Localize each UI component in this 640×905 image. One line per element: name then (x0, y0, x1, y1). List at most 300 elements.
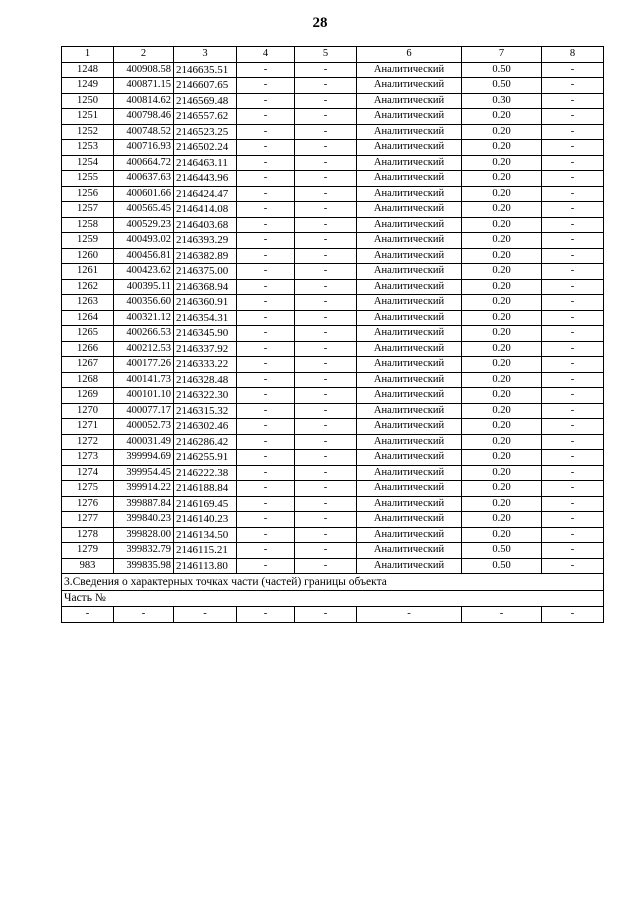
table-cell: - (174, 607, 237, 623)
table-cell: - (237, 279, 295, 295)
table-cell: 1265 (62, 326, 114, 342)
table-cell: 1273 (62, 450, 114, 466)
table-cell: 2146375.00 (174, 264, 237, 280)
table-cell: 400748.52 (114, 124, 174, 140)
table-cell: 2146502.24 (174, 140, 237, 156)
table-cell: - (295, 264, 357, 280)
table-cell: Аналитический (357, 217, 462, 233)
table-cell: 1248 (62, 62, 114, 78)
table-cell: 4 (237, 47, 295, 63)
table-cell: 400031.49 (114, 434, 174, 450)
table-cell: - (237, 481, 295, 497)
table-cell: - (542, 155, 604, 171)
table-cell: 399914.22 (114, 481, 174, 497)
table-cell: 2146607.65 (174, 78, 237, 94)
table-row (62, 264, 604, 280)
table-cell: - (295, 202, 357, 218)
table-cell: 2146315.32 (174, 403, 237, 419)
table-row (62, 450, 604, 466)
table-cell: - (542, 496, 604, 512)
table-cell: 2146328.48 (174, 372, 237, 388)
table-row (62, 310, 604, 326)
table-row (62, 372, 604, 388)
table-cell: 2146368.94 (174, 279, 237, 295)
table-cell: 0.20 (462, 279, 542, 295)
table-cell: 0.20 (462, 527, 542, 543)
table-row (62, 419, 604, 435)
table-cell: - (237, 607, 295, 623)
table-cell: 1261 (62, 264, 114, 280)
table-header-row (62, 47, 604, 63)
table-cell: - (237, 124, 295, 140)
table-cell: 0.20 (462, 434, 542, 450)
table-cell: - (542, 109, 604, 125)
table-row (62, 512, 604, 528)
table-cell: 6 (357, 47, 462, 63)
table-cell: - (237, 140, 295, 156)
table-cell: Аналитический (357, 93, 462, 109)
table-cell: 0.20 (462, 155, 542, 171)
table-cell: - (542, 388, 604, 404)
table-cell: - (237, 217, 295, 233)
page-number: 28 (312, 15, 328, 31)
table-cell: 2146354.31 (174, 310, 237, 326)
table-cell: 2146222.38 (174, 465, 237, 481)
table-row (62, 558, 604, 574)
table-cell: - (542, 341, 604, 357)
table-cell: 400395.11 (114, 279, 174, 295)
table-cell: 400423.62 (114, 264, 174, 280)
table-cell: - (237, 512, 295, 528)
table-cell: - (542, 527, 604, 543)
table-cell: 0.20 (462, 419, 542, 435)
table-cell: 2146140.23 (174, 512, 237, 528)
table-cell: 2146333.22 (174, 357, 237, 373)
table-cell: - (542, 543, 604, 559)
table-cell: - (542, 295, 604, 311)
table-cell: 399840.23 (114, 512, 174, 528)
table-cell: 1278 (62, 527, 114, 543)
table-cell: 0.20 (462, 233, 542, 249)
table-cell: - (295, 248, 357, 264)
table-cell: 399954.45 (114, 465, 174, 481)
table-cell: 1263 (62, 295, 114, 311)
table-cell: - (295, 465, 357, 481)
table-cell: 0.20 (462, 140, 542, 156)
section-title: 3.Сведения о характерных точках части (частей) границы объекта (62, 574, 604, 591)
table-cell: 400141.73 (114, 372, 174, 388)
table-cell: 2146403.68 (174, 217, 237, 233)
table-cell: - (542, 248, 604, 264)
table-cell: 1274 (62, 465, 114, 481)
table-cell: - (295, 62, 357, 78)
table-cell: - (295, 140, 357, 156)
table-cell: 400529.23 (114, 217, 174, 233)
table-cell: 3 (174, 47, 237, 63)
table-cell: 1262 (62, 279, 114, 295)
table-cell: 2146443.96 (174, 171, 237, 187)
table-cell: - (542, 186, 604, 202)
table-cell: - (295, 233, 357, 249)
table-cell: Аналитический (357, 341, 462, 357)
table-cell: Аналитический (357, 465, 462, 481)
table-cell: 1279 (62, 543, 114, 559)
table-cell: 1275 (62, 481, 114, 497)
table-cell: 400637.63 (114, 171, 174, 187)
table-cell: 400052.73 (114, 419, 174, 435)
table-cell: 399835.98 (114, 558, 174, 574)
table-cell: 2146115.21 (174, 543, 237, 559)
table-cell: 1250 (62, 93, 114, 109)
table-cell: 7 (462, 47, 542, 63)
section-title-row (62, 574, 604, 591)
table-cell: - (295, 372, 357, 388)
table-cell: - (542, 233, 604, 249)
table-cell: 1270 (62, 403, 114, 419)
table-cell: Аналитический (357, 62, 462, 78)
table-row (62, 109, 604, 125)
table-cell: - (295, 357, 357, 373)
table-cell: 1 (62, 47, 114, 63)
table-cell: 399832.79 (114, 543, 174, 559)
table-cell: - (237, 403, 295, 419)
table-cell: Аналитический (357, 496, 462, 512)
table-cell: - (542, 465, 604, 481)
table-cell: Аналитический (357, 357, 462, 373)
table-cell: 2146169.45 (174, 496, 237, 512)
table-cell: - (237, 419, 295, 435)
table-row (62, 186, 604, 202)
table-cell: 2146424.47 (174, 186, 237, 202)
table-cell: Аналитический (357, 279, 462, 295)
table-cell: 400212.53 (114, 341, 174, 357)
table-cell: Аналитический (357, 171, 462, 187)
table-row (62, 295, 604, 311)
table-cell: - (237, 527, 295, 543)
table-cell: - (237, 78, 295, 94)
table-cell: Аналитический (357, 543, 462, 559)
table-cell: 0.50 (462, 558, 542, 574)
table-cell: 400077.17 (114, 403, 174, 419)
table-cell: 2146255.91 (174, 450, 237, 466)
table-cell: - (295, 217, 357, 233)
table-cell: 2146557.62 (174, 109, 237, 125)
table-cell: 0.50 (462, 78, 542, 94)
table-cell: - (237, 558, 295, 574)
table-cell: 1276 (62, 496, 114, 512)
table-cell: - (237, 62, 295, 78)
table-cell: Аналитический (357, 372, 462, 388)
table-cell: - (542, 481, 604, 497)
table-row (62, 403, 604, 419)
table-cell: 0.20 (462, 202, 542, 218)
table-cell: 2146463.11 (174, 155, 237, 171)
table-cell: 0.20 (462, 109, 542, 125)
table-cell: 1249 (62, 78, 114, 94)
table-cell: 0.20 (462, 310, 542, 326)
table-cell: - (542, 558, 604, 574)
table-row (62, 357, 604, 373)
table-cell: - (295, 496, 357, 512)
part-label: Часть № (62, 590, 604, 607)
table-cell: 2146302.46 (174, 419, 237, 435)
table-cell: 1259 (62, 233, 114, 249)
table-row (62, 326, 604, 342)
table-cell: Аналитический (357, 124, 462, 140)
table-cell: - (542, 607, 604, 623)
table-row (62, 171, 604, 187)
table-cell: Аналитический (357, 295, 462, 311)
table-cell: Аналитический (357, 248, 462, 264)
table-cell: 0.20 (462, 465, 542, 481)
table-cell: - (295, 109, 357, 125)
table-cell: 400798.46 (114, 109, 174, 125)
table-cell: 0.20 (462, 357, 542, 373)
table-cell: 0.20 (462, 326, 542, 342)
table-cell: - (237, 310, 295, 326)
table-cell: - (542, 93, 604, 109)
table-cell: 0.50 (462, 62, 542, 78)
table-cell: - (295, 341, 357, 357)
table-cell: - (295, 326, 357, 342)
table-cell: - (237, 109, 295, 125)
part-label-row (62, 590, 604, 607)
table-row (62, 202, 604, 218)
table-row (62, 155, 604, 171)
table-cell: 0.20 (462, 186, 542, 202)
table-cell: Аналитический (357, 388, 462, 404)
table-cell: 0.20 (462, 171, 542, 187)
table-cell: Аналитический (357, 512, 462, 528)
table-cell: Аналитический (357, 155, 462, 171)
table-cell: - (295, 481, 357, 497)
table-cell: - (237, 295, 295, 311)
table-cell: - (114, 607, 174, 623)
table-row (62, 543, 604, 559)
table-cell: - (542, 357, 604, 373)
table-cell: - (295, 171, 357, 187)
table-cell: 2 (114, 47, 174, 63)
table-row (62, 233, 604, 249)
table-cell: 399828.00 (114, 527, 174, 543)
table-row (62, 279, 604, 295)
table-cell: 2146393.29 (174, 233, 237, 249)
table-cell: 400814.62 (114, 93, 174, 109)
table-cell: 1269 (62, 388, 114, 404)
table-cell: Аналитический (357, 419, 462, 435)
table-cell: 1252 (62, 124, 114, 140)
table-cell: - (295, 450, 357, 466)
table-cell: - (237, 543, 295, 559)
table-cell: Аналитический (357, 186, 462, 202)
table-row (62, 465, 604, 481)
table-cell: 400493.02 (114, 233, 174, 249)
table-cell: - (542, 279, 604, 295)
table-cell: - (462, 607, 542, 623)
table-cell: 0.20 (462, 295, 542, 311)
table-cell: Аналитический (357, 202, 462, 218)
table-cell: 0.20 (462, 217, 542, 233)
table-cell: 2146134.50 (174, 527, 237, 543)
table-cell: Аналитический (357, 310, 462, 326)
table-cell: - (237, 155, 295, 171)
table-cell: - (542, 217, 604, 233)
table-cell: 0.20 (462, 248, 542, 264)
table-cell: Аналитический (357, 450, 462, 466)
table-cell: Аналитический (357, 140, 462, 156)
coordinates-table (61, 46, 604, 623)
table-cell: 400177.26 (114, 357, 174, 373)
table-cell: - (237, 496, 295, 512)
table-cell: - (237, 202, 295, 218)
table-row (62, 62, 604, 78)
table-cell: 8 (542, 47, 604, 63)
table-cell: - (542, 419, 604, 435)
table-cell: Аналитический (357, 481, 462, 497)
table-cell: 1271 (62, 419, 114, 435)
table-cell: - (237, 233, 295, 249)
table-cell: - (237, 264, 295, 280)
table-cell: - (542, 403, 604, 419)
table-cell: - (357, 607, 462, 623)
table-cell: 0.30 (462, 93, 542, 109)
table-cell: 1255 (62, 171, 114, 187)
table-cell: - (542, 264, 604, 280)
table-cell: 2146523.25 (174, 124, 237, 140)
table-cell: 2146345.90 (174, 326, 237, 342)
table-cell: 1268 (62, 372, 114, 388)
table-cell: 400601.66 (114, 186, 174, 202)
table-cell: 2146322.30 (174, 388, 237, 404)
table-cell: - (237, 186, 295, 202)
table-cell: - (295, 543, 357, 559)
table-cell: - (237, 248, 295, 264)
table-cell: 2146188.84 (174, 481, 237, 497)
table-cell: 0.20 (462, 388, 542, 404)
table-cell: 1260 (62, 248, 114, 264)
table-cell: - (295, 419, 357, 435)
table-cell: 2146360.91 (174, 295, 237, 311)
table-cell: - (295, 558, 357, 574)
table-cell: Аналитический (357, 264, 462, 280)
table-cell: 983 (62, 558, 114, 574)
table-cell: - (295, 295, 357, 311)
table-row (62, 93, 604, 109)
table-cell: - (542, 124, 604, 140)
table-cell: - (295, 607, 357, 623)
table-cell: 0.20 (462, 481, 542, 497)
table-cell: 1264 (62, 310, 114, 326)
table-cell: 0.20 (462, 124, 542, 140)
table-cell: 2146286.42 (174, 434, 237, 450)
table-cell: 1257 (62, 202, 114, 218)
table-cell: 399994.69 (114, 450, 174, 466)
table-cell: - (237, 434, 295, 450)
table-row (62, 217, 604, 233)
table-row (62, 388, 604, 404)
table-cell: - (237, 388, 295, 404)
table-cell: Аналитический (357, 434, 462, 450)
table-row (62, 481, 604, 497)
table-cell: - (237, 341, 295, 357)
table-cell: - (542, 78, 604, 94)
table-cell: 400456.81 (114, 248, 174, 264)
table-row (62, 78, 604, 94)
table-cell: - (295, 527, 357, 543)
table-cell: 2146337.92 (174, 341, 237, 357)
table-cell: 1272 (62, 434, 114, 450)
table-cell: 0.20 (462, 372, 542, 388)
table-cell: Аналитический (357, 558, 462, 574)
table-cell: 0.20 (462, 403, 542, 419)
table-cell: 0.20 (462, 450, 542, 466)
table-cell: 2146569.48 (174, 93, 237, 109)
table-cell: 400565.45 (114, 202, 174, 218)
table-cell: - (542, 450, 604, 466)
table-cell: Аналитический (357, 233, 462, 249)
table-cell: - (295, 512, 357, 528)
table-cell: 400101.10 (114, 388, 174, 404)
table-cell: - (542, 62, 604, 78)
table-cell: Аналитический (357, 109, 462, 125)
table-cell: 400356.60 (114, 295, 174, 311)
table-cell: - (295, 124, 357, 140)
table-cell: 1258 (62, 217, 114, 233)
table-row (62, 248, 604, 264)
table-cell: - (542, 310, 604, 326)
table-cell: - (295, 434, 357, 450)
table-cell: 5 (295, 47, 357, 63)
table-row (62, 124, 604, 140)
table-row (62, 341, 604, 357)
table-cell: 1277 (62, 512, 114, 528)
table-cell: - (237, 372, 295, 388)
table-cell: 1251 (62, 109, 114, 125)
table-cell: - (237, 326, 295, 342)
table-cell: 400664.72 (114, 155, 174, 171)
table-cell: - (542, 202, 604, 218)
table-cell: - (295, 279, 357, 295)
table-cell: - (542, 140, 604, 156)
table-cell: 1267 (62, 357, 114, 373)
table-cell: 1266 (62, 341, 114, 357)
table-cell: - (295, 78, 357, 94)
table-cell: - (237, 357, 295, 373)
table-cell: 400716.93 (114, 140, 174, 156)
table-cell: Аналитический (357, 403, 462, 419)
table-cell: - (295, 155, 357, 171)
table-row (62, 496, 604, 512)
table-cell: 1254 (62, 155, 114, 171)
table-cell: 2146382.89 (174, 248, 237, 264)
table-row (62, 527, 604, 543)
table-row (62, 140, 604, 156)
table-cell: 400908.58 (114, 62, 174, 78)
table-cell: - (237, 465, 295, 481)
table-cell: 1256 (62, 186, 114, 202)
table-row (62, 434, 604, 450)
table-cell: - (237, 450, 295, 466)
table-cell: - (237, 93, 295, 109)
table-cell: 0.20 (462, 341, 542, 357)
table-cell: Аналитический (357, 326, 462, 342)
table-cell: 1253 (62, 140, 114, 156)
table-cell: - (542, 434, 604, 450)
table-cell: - (542, 512, 604, 528)
table-cell: - (62, 607, 114, 623)
table-cell: 0.50 (462, 543, 542, 559)
table-cell: 0.20 (462, 496, 542, 512)
